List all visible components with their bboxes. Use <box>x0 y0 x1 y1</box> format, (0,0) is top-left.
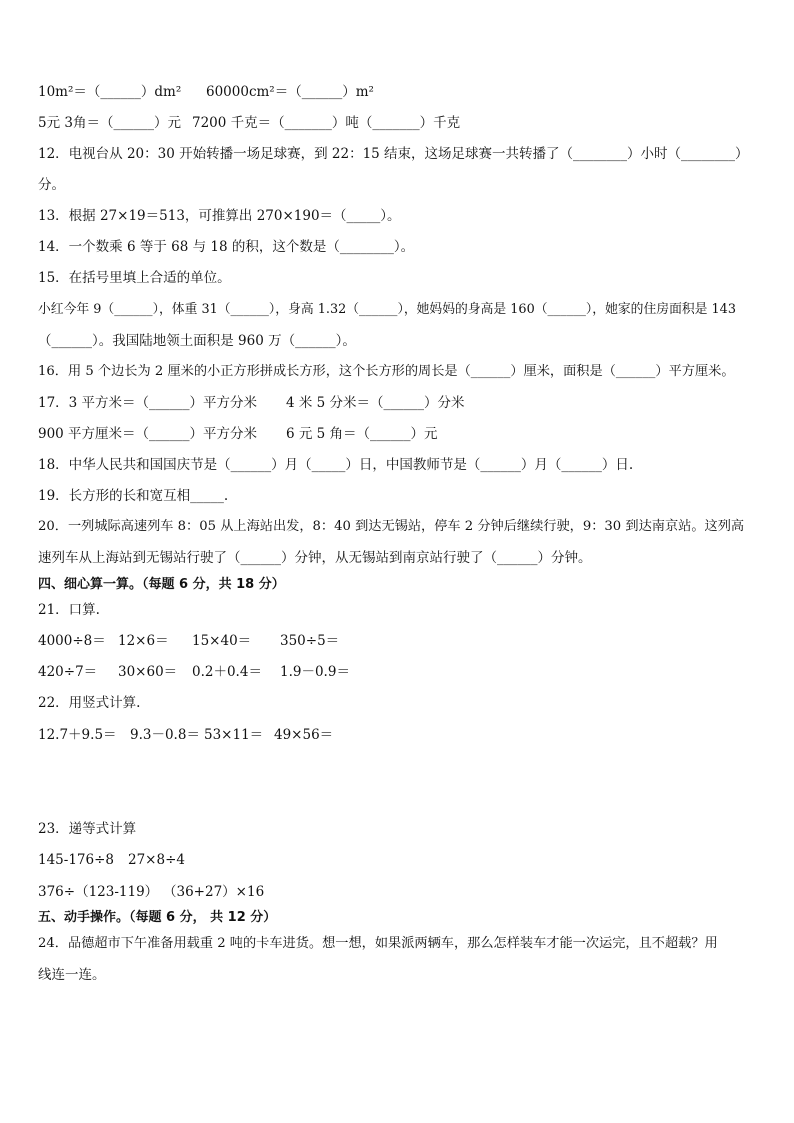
calc-8: 1.9－0.9＝ <box>280 664 350 680</box>
stepwise-calc-1: 145-176÷8 <box>38 852 114 868</box>
question-24: 24．品德超市下午准备用载重 2 吨的卡车进货。想一想，如果派两辆车，那么怎样装车才能一次运完，且不超载？用 <box>38 936 718 951</box>
calc-3: 15×40＝ <box>192 633 252 649</box>
question-20-continued: 速列车从上海站到无锡站行驶了（______）分钟，从无锡站到南京站行驶了（______）分钟。 <box>38 550 592 566</box>
calc-2: 12×6＝ <box>118 633 169 649</box>
question-16: 16．用 5 个边长为 2 厘米的小正方形拼成长方形，这个长方形的周长是（______）厘米，面积是（______）平方厘米。 <box>38 364 735 379</box>
question-17-row-2 <box>38 425 438 443</box>
question-15: 15．在括号里填上合适的单位。 <box>38 270 231 286</box>
question-21: 21．口算. <box>38 602 100 618</box>
calc-4: 350÷5＝ <box>280 633 340 649</box>
question-12: 12．电视台从 20：30 开始转播一场足球赛，到 22：15 结束，这场足球赛一共转播了（________）小时（________） <box>38 146 749 162</box>
section-4-heading: 四、细心算一算。（每题 6 分，共 18 分） <box>38 577 285 592</box>
q17-item-1: 17．3 平方米＝（______）平方分米 <box>38 395 258 411</box>
line-unit-conversion-money-weight <box>38 114 460 132</box>
section-5-heading: 五、动手操作。（每题 6 分， 共 12 分） <box>38 910 277 925</box>
question-15-line-2: （______）。我国陆地领土面积是 960 万（______）。 <box>38 333 356 349</box>
vertical-calc-4: 49×56＝ <box>274 727 334 743</box>
question-20: 20．一列城际高速列车 8：05 从上海站出发，8：40 到达无锡站，停车 2 分钟后继续行驶，9：30 到达南京站。这列高 <box>38 519 745 534</box>
question-18: 18．中华人民共和国国庆节是（______）月（_____）日，中国教师节是（______）月（______）日. <box>38 457 634 473</box>
stepwise-calc-4: （36+27）×16 <box>163 884 265 900</box>
calc-5: 420÷7＝ <box>38 664 98 680</box>
question-22-row <box>38 726 333 744</box>
stepwise-calc-2: 27×8÷4 <box>128 852 185 868</box>
question-22: 22．用竖式计算. <box>38 695 141 711</box>
line-unit-conversion-area <box>38 83 374 101</box>
calc-6: 30×60＝ <box>118 664 178 680</box>
q17-item-3: 900 平方厘米＝（______）平方分米 <box>38 426 258 442</box>
question-23-row-1 <box>38 851 185 869</box>
vertical-calc-2: 9.3－0.8＝ <box>130 727 200 743</box>
vertical-calc-1: 12.7＋9.5＝ <box>38 727 117 743</box>
calc-7: 0.2＋0.4＝ <box>192 664 262 680</box>
area-to-dm2: 10m²＝（______）dm² <box>38 84 182 100</box>
stepwise-calc-3: 376÷（123-119） <box>38 884 159 900</box>
question-17-row-1 <box>38 394 465 412</box>
vertical-calc-3: 53×11＝ <box>204 727 264 743</box>
question-24-continued: 线连一连。 <box>38 967 106 983</box>
question-21-row-1 <box>38 632 339 650</box>
q17-item-4: 6 元 5 角＝（______）元 <box>286 426 438 442</box>
question-23-row-2 <box>38 883 264 901</box>
question-23: 23．递等式计算 <box>38 821 137 837</box>
question-12-continued: 分。 <box>38 177 65 193</box>
question-14: 14．一个数乘 6 等于 68 与 18 的积，这个数是（________）。 <box>38 239 415 255</box>
weight-conversion: 7200 千克＝（_______）吨（_______）千克 <box>192 115 461 131</box>
question-19: 19．长方形的长和宽互相_____. <box>38 488 229 504</box>
question-15-line-1: 小红今年 9（______），体重 31（______），身高 1.32（______），她妈妈的身高是 160（______），她家的住房面积是 143 <box>38 302 736 317</box>
money-conversion: 5元 3角＝（______）元 <box>38 115 181 131</box>
question-21-row-2 <box>38 663 350 681</box>
q17-item-2: 4 米 5 分米＝（______）分米 <box>286 395 465 411</box>
calc-1: 4000÷8＝ <box>38 633 106 649</box>
area-to-m2: 60000cm²＝（______）m² <box>206 84 374 100</box>
question-13: 13．根据 27×19＝513，可推算出 270×190＝（_____）。 <box>38 208 401 224</box>
